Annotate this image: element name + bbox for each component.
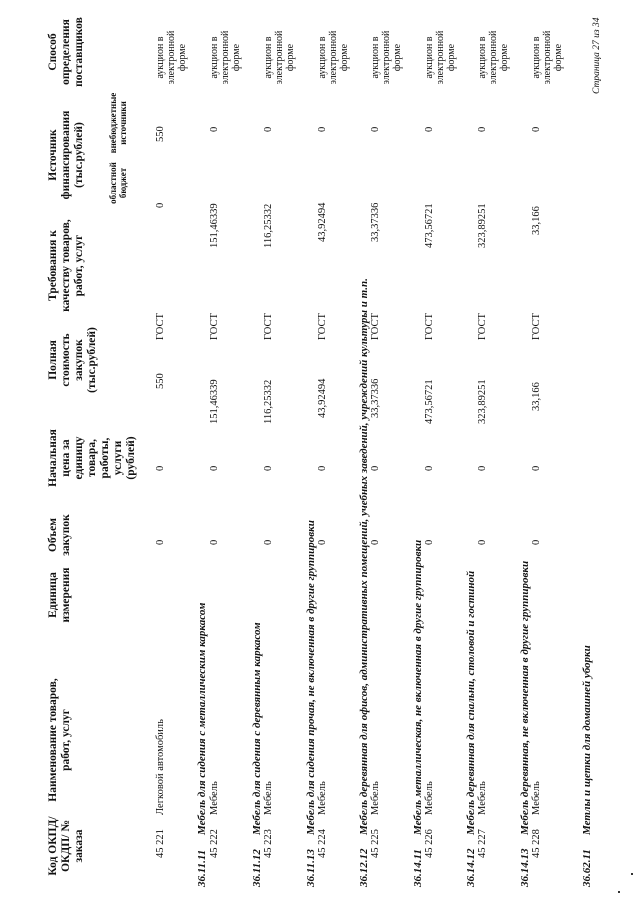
scan-dot [618,891,620,893]
row-quality: ГОСТ [370,313,381,340]
row-name: Мебель [263,781,274,815]
row-volume: 0 [155,539,166,545]
category-title: Мебель деревянная для спальни, столовой и гостиной [465,570,477,835]
row-full-cost: 151,46339 [209,379,220,424]
row-funding-regional: 116,25332 [263,203,274,248]
row-code: 45 228 [531,829,542,858]
row-unit-price: 0 [209,465,220,471]
row-funding-extra: 0 [317,126,328,132]
row-volume: 0 [370,539,381,545]
header-method: Способ определения поставщиков [47,17,85,87]
row-funding-extra: 0 [209,126,220,132]
header-full-cost: Полная стоимость закупок (тыс.рублей) [47,327,98,393]
row-quality: ГОСТ [531,313,542,340]
row-unit-price: 0 [477,465,488,471]
row-full-cost: 473,56721 [424,379,435,424]
header-unit-price: Начальная цена за единицу товара, работы, услуги (рублей) [47,429,137,487]
row-quality: ГОСТ [424,313,435,340]
row-name: Легковой автомобиль [155,719,166,815]
scan-dot [631,873,633,875]
category-code: 36.14.11 [412,849,424,887]
category-code: 36.12.12 [358,848,370,887]
category-title: Мебель металлическая, не включенная в другие группировки [412,539,424,835]
row-name: Мебель [370,781,381,815]
category-code: 36.11.12 [251,849,263,887]
category-title: Мебель деревянная для офисов, административных помещений, учебных заведений, учреждений культуры и т.п. [358,278,370,835]
category-code: 36.11.13 [305,849,317,887]
row-funding-extra: 550 [155,126,166,142]
row-unit-price: 0 [317,465,328,471]
row-quality: ГОСТ [209,313,220,340]
header-funding-extra: внебюджетные источники [108,92,128,154]
row-name: Мебель [317,781,328,815]
row-method: аукцион в электронной форме [317,30,350,85]
row-funding-regional: 151,46339 [209,203,220,248]
row-volume: 0 [263,539,274,545]
row-volume: 0 [531,539,542,545]
category-code: 36.14.13 [519,848,531,887]
row-funding-extra: 0 [370,126,381,132]
header-volume: Объем закупок [47,514,72,556]
header-unit: Единица измерения [47,567,72,623]
row-full-cost: 550 [155,373,166,389]
row-unit-price: 0 [155,465,166,471]
row-full-cost: 33,37336 [370,378,381,418]
row-funding-regional: 33,37336 [370,202,381,242]
row-unit-price: 0 [424,465,435,471]
row-method: аукцион в электронной форме [155,30,188,85]
row-funding-extra: 0 [263,126,274,132]
row-unit-price: 0 [531,465,542,471]
category-code: 36.14.12 [465,848,477,887]
row-volume: 0 [209,539,220,545]
row-method: аукцион в электронной форме [424,30,457,85]
category-title: Мебель для сидения прочая, не включенная в другие группировки [305,520,317,835]
row-funding-regional: 43,92494 [317,202,328,242]
row-quality: ГОСТ [263,313,274,340]
header-quality: Требования к качеству товаров, работ, услуг [47,219,85,312]
row-code: 45 222 [209,829,220,858]
row-funding-extra: 0 [477,126,488,132]
row-code: 45 223 [263,829,274,858]
row-quality: ГОСТ [155,313,166,340]
page-number: Страница 27 из 34 [592,17,602,94]
row-funding-extra: 0 [424,126,435,132]
row-name: Мебель [477,781,488,815]
row-funding-regional: 473,56721 [424,203,435,248]
row-method: аукцион в электронной форме [477,30,510,85]
category-code: 36.62.11 [581,849,593,887]
row-code: 45 225 [370,829,381,858]
row-volume: 0 [424,539,435,545]
row-quality: ГОСТ [477,313,488,340]
row-code: 45 226 [424,829,435,858]
category-title: Мебель для сидения с деревянным каркасом [251,622,263,835]
category-title: Метлы и щетки для домашней уборки [581,645,593,835]
row-volume: 0 [477,539,488,545]
row-method: аукцион в электронной форме [209,30,242,85]
row-full-cost: 323,89251 [477,379,488,424]
row-volume: 0 [317,539,328,545]
row-unit-price: 0 [263,465,274,471]
row-code: 45 221 [155,829,166,858]
category-title: Мебель для сидения с металлическим каркасом [196,602,208,835]
header-code: Код ОКПД/ ОКДП/ № заказа [47,816,85,876]
row-name: Мебель [424,781,435,815]
row-method: аукцион в электронной форме [370,30,403,85]
row-method: аукцион в электронной форме [531,30,564,85]
category-code: 36.11.11 [196,849,208,887]
row-full-cost: 116,25332 [263,379,274,424]
header-name: Наименование товаров, работ, услуг [47,678,72,802]
category-title: Мебель деревянная, не включенная в другие группировки [519,560,531,835]
row-funding-extra: 0 [531,126,542,132]
row-name: Мебель [209,781,220,815]
row-funding-regional: 323,89251 [477,203,488,248]
row-method: аукцион в электронной форме [263,30,296,85]
header-funding: Источник финансирования (тыс.рублей) [47,110,85,200]
row-quality: ГОСТ [317,313,328,340]
row-code: 45 224 [317,829,328,858]
row-funding-regional: 0 [155,202,166,208]
header-funding-regional: областной бюджет [108,162,128,204]
row-full-cost: 33,166 [531,382,542,411]
row-unit-price: 0 [370,465,381,471]
row-name: Мебель [531,781,542,815]
row-funding-regional: 33,166 [531,206,542,235]
row-full-cost: 43,92494 [317,378,328,418]
row-code: 45 227 [477,829,488,858]
